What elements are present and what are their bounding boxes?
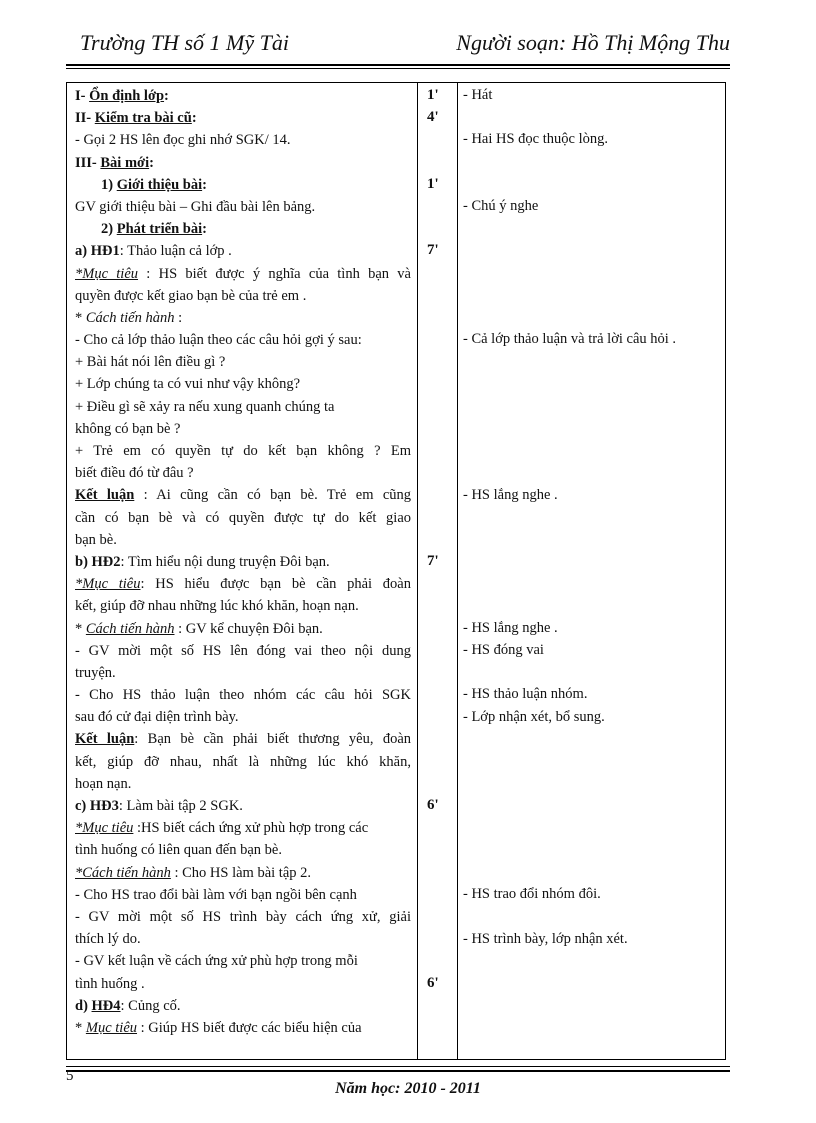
lesson-text: Phát triển bài (116, 221, 203, 238)
lesson-text: : HS biết được ý nghĩa của tình bạn và (138, 265, 411, 282)
lesson-line (75, 174, 411, 196)
lesson-line (75, 684, 411, 706)
lesson-line (75, 751, 411, 773)
time-mark: 6' (427, 797, 439, 814)
lesson-line (75, 462, 411, 484)
lesson-text: : (164, 88, 169, 104)
lesson-text: *Mục tiêu (75, 265, 139, 282)
lesson-line (75, 196, 411, 218)
page-header (80, 30, 730, 60)
lesson-text: : (202, 221, 207, 238)
lesson-line (75, 573, 411, 595)
lesson-text: không có bạn bè ? (75, 420, 181, 437)
lesson-line (75, 285, 411, 307)
lesson-text: - Cho cả lớp thảo luận theo các câu hỏi gợi ý sau: (75, 332, 362, 349)
lesson-text: : Làm bài tập 2 SGK. (118, 798, 243, 814)
lesson-text: biết điều đó từ đâu ? (75, 465, 194, 482)
lesson-text: kết, giúp đỡ nhau những lúc khó khăn, hoạn nạn. (75, 598, 359, 615)
lesson-line (75, 418, 411, 440)
lesson-line (75, 995, 411, 1017)
lesson-line (75, 884, 411, 906)
student-activity: - Lớp nhận xét, bổ sung. (463, 708, 605, 725)
lesson-text: b) HĐ2 (75, 553, 121, 570)
time-mark: 4' (427, 109, 439, 126)
lesson-line (75, 640, 411, 662)
lesson-text: truyện. (75, 664, 116, 681)
lesson-text: - GV kết luận về cách ứng xử phù hợp trong mỗi (75, 953, 358, 970)
student-activity: - HS đóng vai (463, 642, 544, 658)
time-mark: 7' (427, 242, 439, 259)
lesson-text: : (191, 110, 197, 127)
lesson-line (75, 85, 411, 107)
lesson-line (75, 107, 411, 129)
lesson-text: Mục tiêu (85, 1019, 138, 1036)
student-activity: - Cả lớp thảo luận và trả lời câu hỏi . (463, 331, 677, 348)
lesson-line (75, 862, 411, 884)
student-activity: - Hai HS đọc thuộc lòng. (463, 131, 608, 148)
lesson-text: - Cho HS thảo luận theo nhóm các câu hỏi SGK (75, 687, 411, 704)
lesson-line (75, 329, 411, 351)
lesson-text: 1) (101, 176, 117, 193)
lesson-line (75, 706, 411, 728)
lesson-line (75, 240, 411, 262)
lesson-text: * (75, 309, 86, 326)
lesson-text: I- (75, 88, 90, 104)
lesson-text: c) HĐ3 (75, 798, 119, 814)
lesson-text: : Cho HS làm bài tập 2. (170, 864, 312, 881)
lesson-text: : Tìm hiểu nội dung truyện Đôi bạn. (120, 553, 330, 570)
author-name: Người soạn: Hồ Thị Mộng Thu (456, 30, 730, 55)
time-mark: 7' (427, 553, 439, 570)
lesson-text: : GV kể chuyện Đôi bạn. (174, 620, 323, 637)
lesson-text: Cách tiến hành (85, 309, 175, 326)
lesson-line (75, 618, 411, 640)
lesson-text: kết, giúp đỡ nhau, nhất là những lúc khó khăn, (75, 753, 411, 770)
lesson-text: *Cách tiến hành (75, 864, 171, 881)
lesson-line (75, 551, 411, 573)
lesson-line (75, 973, 411, 995)
lesson-text: II- (75, 110, 95, 127)
lesson-text: : HS hiểu được bạn bè cần phải đoàn (140, 576, 411, 593)
column-divider (417, 83, 418, 1059)
lesson-text: Bài mới (100, 154, 150, 171)
student-activity: - HS lắng nghe . (463, 486, 558, 503)
lesson-line (75, 950, 411, 972)
lesson-text: : (149, 154, 154, 171)
lesson-text: GV giới thiệu bài – Ghi đầu bài lên bảng. (75, 198, 316, 215)
header-rule-thin (66, 68, 730, 69)
lesson-text: : Ai cũng cần có bạn bè. Trẻ em cũng (134, 487, 411, 504)
lesson-line (75, 484, 411, 506)
page-number: 5 (66, 1068, 74, 1084)
lesson-text: Kết luận (75, 731, 135, 748)
student-activity: - HS trao đổi nhóm đôi. (463, 886, 601, 903)
lesson-line (75, 351, 411, 373)
student-activity: - Hát (463, 87, 493, 103)
lesson-text: + Lớp chúng ta có vui như vậy không? (75, 376, 301, 393)
lesson-line (75, 373, 411, 395)
lesson-text: HĐ4 (91, 997, 121, 1014)
time-mark: 1' (427, 87, 439, 103)
lesson-text: Giới thiệu bài (116, 176, 203, 193)
lesson-line (75, 263, 411, 285)
lesson-line (75, 218, 411, 240)
student-activity: - HS lắng nghe . (463, 619, 558, 636)
lesson-text: Kết luận (75, 487, 135, 504)
lesson-text: hoạn nạn. (75, 775, 132, 792)
student-activity: - HS trình bày, lớp nhận xét. (463, 930, 628, 947)
lesson-text: :HS biết cách ứng xử phù hợp trong các (133, 820, 369, 837)
lesson-text: sau đó cử đại diện trình bày. (75, 709, 239, 726)
lesson-line (75, 396, 411, 418)
footer-rule-thin (66, 1066, 730, 1067)
lesson-text: - Cho HS trao đổi bài làm với bạn ngồi bên cạnh (75, 886, 357, 903)
lesson-text: thích lý do. (75, 931, 141, 948)
lesson-line (75, 529, 411, 551)
school-year: Năm học: 2010 - 2011 (335, 1080, 481, 1097)
lesson-text: + Bài hát nói lên điều gì ? (75, 354, 226, 371)
lesson-line (75, 1017, 411, 1039)
lesson-text: tình huống có liên quan đến bạn bè. (75, 842, 282, 859)
lesson-text: : (174, 309, 183, 326)
lesson-line (75, 129, 411, 151)
lesson-text: Kiểm tra bài cũ (94, 110, 192, 127)
lesson-text: * (75, 1019, 86, 1036)
lesson-text: cần có bạn bè và có quyền được tự do kết giao (75, 509, 411, 526)
lesson-text: a) HĐ1 (75, 243, 120, 260)
time-mark: 6' (427, 975, 439, 991)
lesson-line (75, 795, 411, 817)
lesson-text: quyền được kết giao bạn bè của trẻ em . (75, 287, 307, 304)
footer-rule (66, 1070, 730, 1072)
lesson-line (75, 440, 411, 462)
column-divider (457, 83, 458, 1059)
lesson-text: + Trẻ em có quyền tự do kết bạn không ? Em (75, 443, 411, 459)
lesson-line (75, 928, 411, 950)
lesson-text: Cách tiến hành (85, 620, 175, 637)
student-activity: - HS thảo luận nhóm. (463, 686, 588, 703)
lesson-text: : Củng cố. (120, 997, 181, 1014)
lesson-line (75, 595, 411, 617)
lesson-text: + Điều gì sẽ xảy ra nếu xung quanh chúng ta (75, 398, 335, 415)
header-rule (66, 64, 730, 66)
lesson-text: : Thảo luận cả lớp . (119, 243, 232, 260)
lesson-text: - GV mời một số HS lên đóng vai theo nội dung (75, 642, 411, 659)
lesson-text: : (202, 176, 207, 193)
lesson-line (75, 152, 411, 174)
lesson-text: III- (75, 154, 101, 171)
lesson-text: tình huống . (75, 975, 145, 992)
lesson-text: : Giúp HS biết được các biểu hiện của (137, 1019, 362, 1036)
student-activity: - Chú ý nghe (463, 198, 539, 214)
lesson-text: : Bạn bè cần phải biết thương yêu, đoàn (134, 731, 411, 748)
lesson-line (75, 773, 411, 795)
lesson-text: *Mục tiêu (75, 820, 134, 837)
lesson-text: Ổn định lớp (89, 88, 165, 104)
lesson-line (75, 906, 411, 928)
lesson-text: 2) (101, 221, 117, 238)
lesson-text: - GV mời một số HS trình bày cách ứng xử, giải (75, 908, 411, 925)
lesson-text: *Mục tiêu (75, 576, 141, 593)
time-mark: 1' (427, 175, 439, 192)
school-name: Trường TH số 1 Mỹ Tài (80, 30, 289, 55)
lesson-line (75, 507, 411, 529)
lesson-line (75, 817, 411, 839)
lesson-text: * (75, 620, 86, 637)
lesson-text: d) (75, 997, 92, 1014)
lesson-text: bạn bè. (75, 531, 117, 548)
teacher-activities-column (75, 85, 411, 1039)
lesson-line (75, 662, 411, 684)
lesson-line (75, 839, 411, 861)
lesson-table (66, 82, 726, 1060)
lesson-line (75, 728, 411, 750)
lesson-text: - Gọi 2 HS lên đọc ghi nhớ SGK/ 14. (75, 132, 291, 149)
lesson-line (75, 307, 411, 329)
